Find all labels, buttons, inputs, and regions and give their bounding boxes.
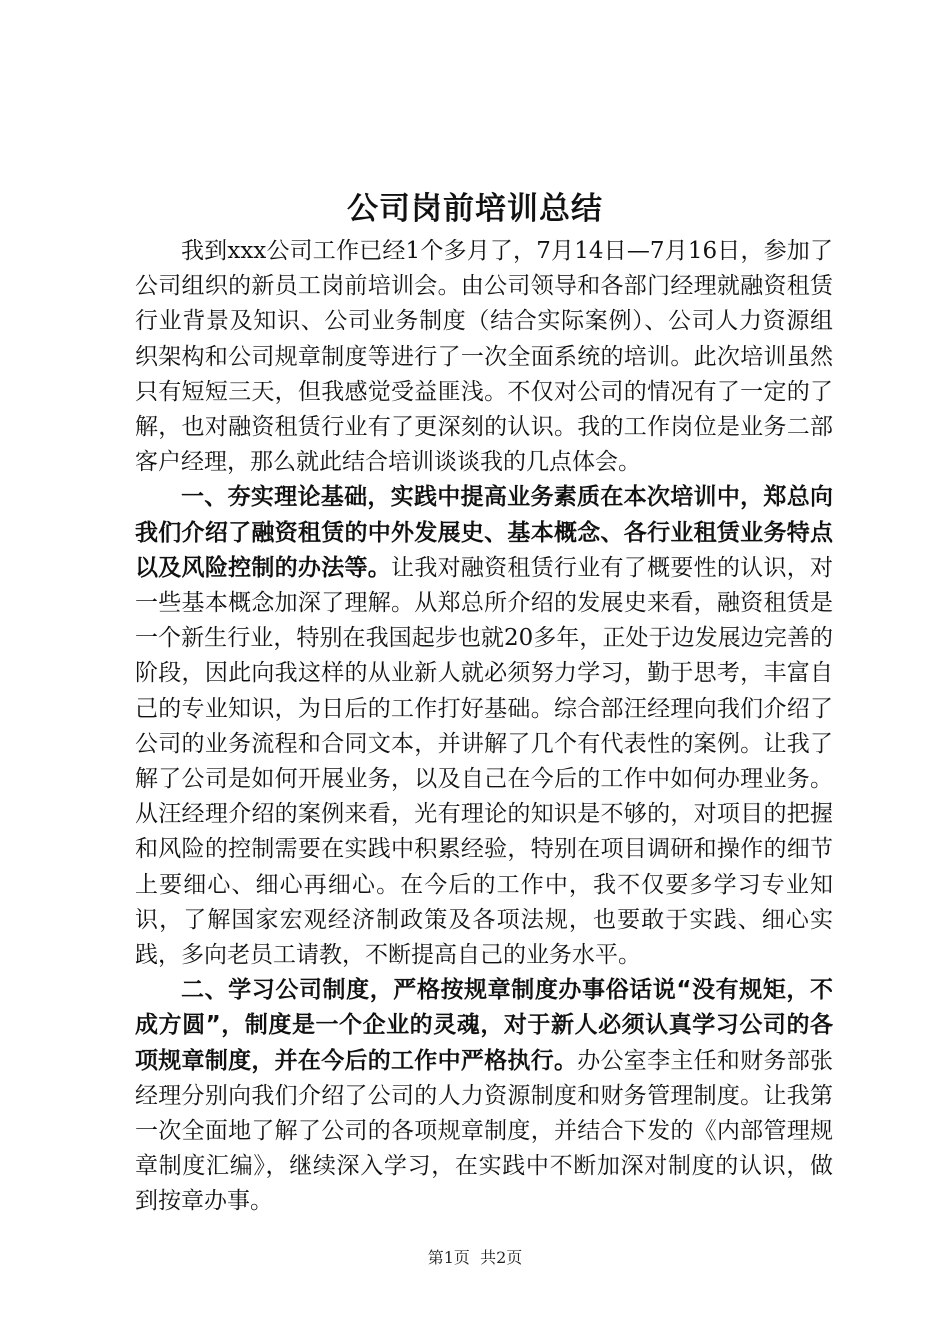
document-title: 公司岗前培训总结 xyxy=(347,191,603,227)
paragraph-section-2 xyxy=(135,973,833,1219)
document-body xyxy=(135,234,833,1220)
paragraph-text: 让我对融资租赁行业有了概要性的认识，对一些基本概念加深了理解。从郑总所介绍的发展史来看，融资租赁是一个新生行业，特别在我国起步也就20多年，正处于边发展边完善的阶段，因此向我这样的从业新人就必须努力学习，勤于思考，丰富自己的专业知识，为日后的工作打好基础。综合部汪经理向我们介绍了公司的业务流程和合同文本，并讲解了几个有代表性的案例。让我了解了公司是如何开展业务，以及自己在今后的工作中如何办理业务。从汪经理介绍的案例来看，光有理论的知识是不够的，对项目的把握和风险的控制需要在实践中积累经验，特别在项目调研和操作的细节上要细心、细心再细心。在今后的工作中，我不仅要多学习专业知识，了解国家宏观经济制政策及各项法规，也要敢于实践、细心实践，多向老员工请教，不断提高自己的业务水平。 xyxy=(135,554,834,969)
section-heading: 一、夯实理论基础，实践中提高业务素质在本次培训中，郑总向我们介绍了融资租赁的中外发展史、基本概念、各行业租赁业务特点以及风险控制的办法等。 xyxy=(135,484,833,581)
page-number: 第1页 共2页 xyxy=(427,1248,523,1267)
paragraph-text: 办公室李主任和财务部张经理分别向我们介绍了公司的人力资源制度和财务管理制度。让我第一次全面地了解了公司的各项规章制度，并结合下发的《内部管理规章制度汇编》，继续深入学习，在实践中不断加深对制度的认识，做到按章办事。 xyxy=(135,1047,834,1215)
page-footer xyxy=(0,1247,950,1269)
section-heading: 二、学习公司制度，严格按规章制度办事俗话说“没有规矩，不成方圆”，制度是一个企业的灵魂，对于新人必须认真学习公司的各项规章制度，并在今后的工作中严格执行。 xyxy=(135,977,833,1074)
paragraph-text: 我到xxx公司工作已经1个多月了，7月14日—7月16日，参加了公司组织的新员工岗前培训会。由公司领导和各部门经理就融资租赁行业背景及知识、公司业务制度（结合实际案例）、公司人力资源组织架构和公司规章制度等进行了一次全面系统的培训。此次培训虽然只有短短三天，但我感觉受益匪浅。不仅对公司的情况有了一定的了解，也对融资租赁行业有了更深刻的认识。我的工作岗位是业务二部客户经理，那么就此结合培训谈谈我的几点体会。 xyxy=(135,238,833,476)
paragraph-intro xyxy=(135,234,833,480)
paragraph-section-1 xyxy=(135,480,833,973)
